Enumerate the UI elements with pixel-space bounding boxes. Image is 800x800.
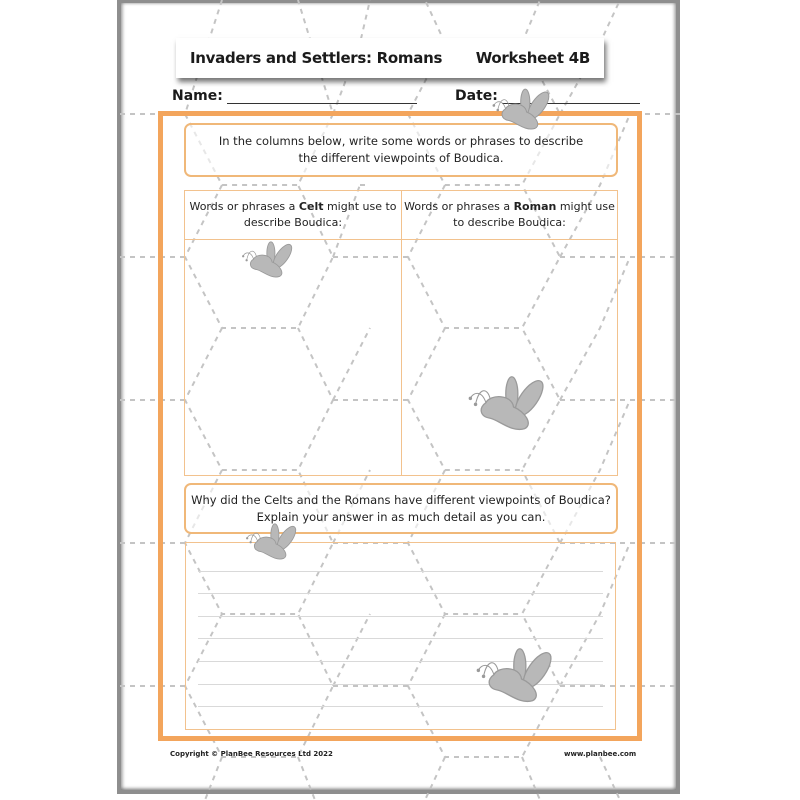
roman-header-prefix: Words or phrases a xyxy=(404,200,514,213)
bee-icon xyxy=(460,368,555,446)
name-field[interactable] xyxy=(172,88,417,104)
name-label: Name: xyxy=(172,88,223,104)
celt-header-prefix: Words or phrases a xyxy=(189,200,299,213)
roman-header-bold: Roman xyxy=(513,200,557,213)
bee-icon xyxy=(240,518,304,570)
instruction-line-2: the different viewpoints of Boudica. xyxy=(298,151,504,165)
writing-line xyxy=(198,616,603,617)
writing-line xyxy=(198,638,603,639)
instruction-line-1: In the columns below, write some words or phrases to describe xyxy=(218,134,584,148)
worksheet-title-card xyxy=(176,38,604,78)
worksheet-number: Worksheet 4B xyxy=(475,49,590,67)
bee-icon xyxy=(468,640,563,718)
celt-header-suffix: might use to xyxy=(323,200,397,213)
roman-header-suffix: might use xyxy=(556,200,615,213)
bee-icon xyxy=(486,82,558,142)
roman-column-header xyxy=(402,191,617,239)
copyright-text: Copyright © PlanBee Resources Ltd 2022 xyxy=(170,750,333,758)
name-input-line[interactable] xyxy=(227,89,417,104)
bee-icon xyxy=(234,236,302,288)
writing-line xyxy=(198,593,603,594)
roman-header-line-2: to describe Boudica: xyxy=(453,216,566,229)
website-link[interactable]: www.planbee.com xyxy=(564,750,637,758)
celt-header-line-2: describe Boudica: xyxy=(243,216,343,229)
worksheet-title: Invaders and Settlers: Romans xyxy=(190,49,443,67)
question-line-2: Explain your answer in as much detail as you can. xyxy=(256,509,546,524)
celt-column-header xyxy=(185,191,401,239)
celt-header-bold: Celt xyxy=(298,200,324,213)
date-label: Date: xyxy=(455,88,498,104)
writing-line xyxy=(198,571,603,572)
question-line-1: Why did the Celts and the Romans have different viewpoints of Boudica? xyxy=(191,492,611,507)
